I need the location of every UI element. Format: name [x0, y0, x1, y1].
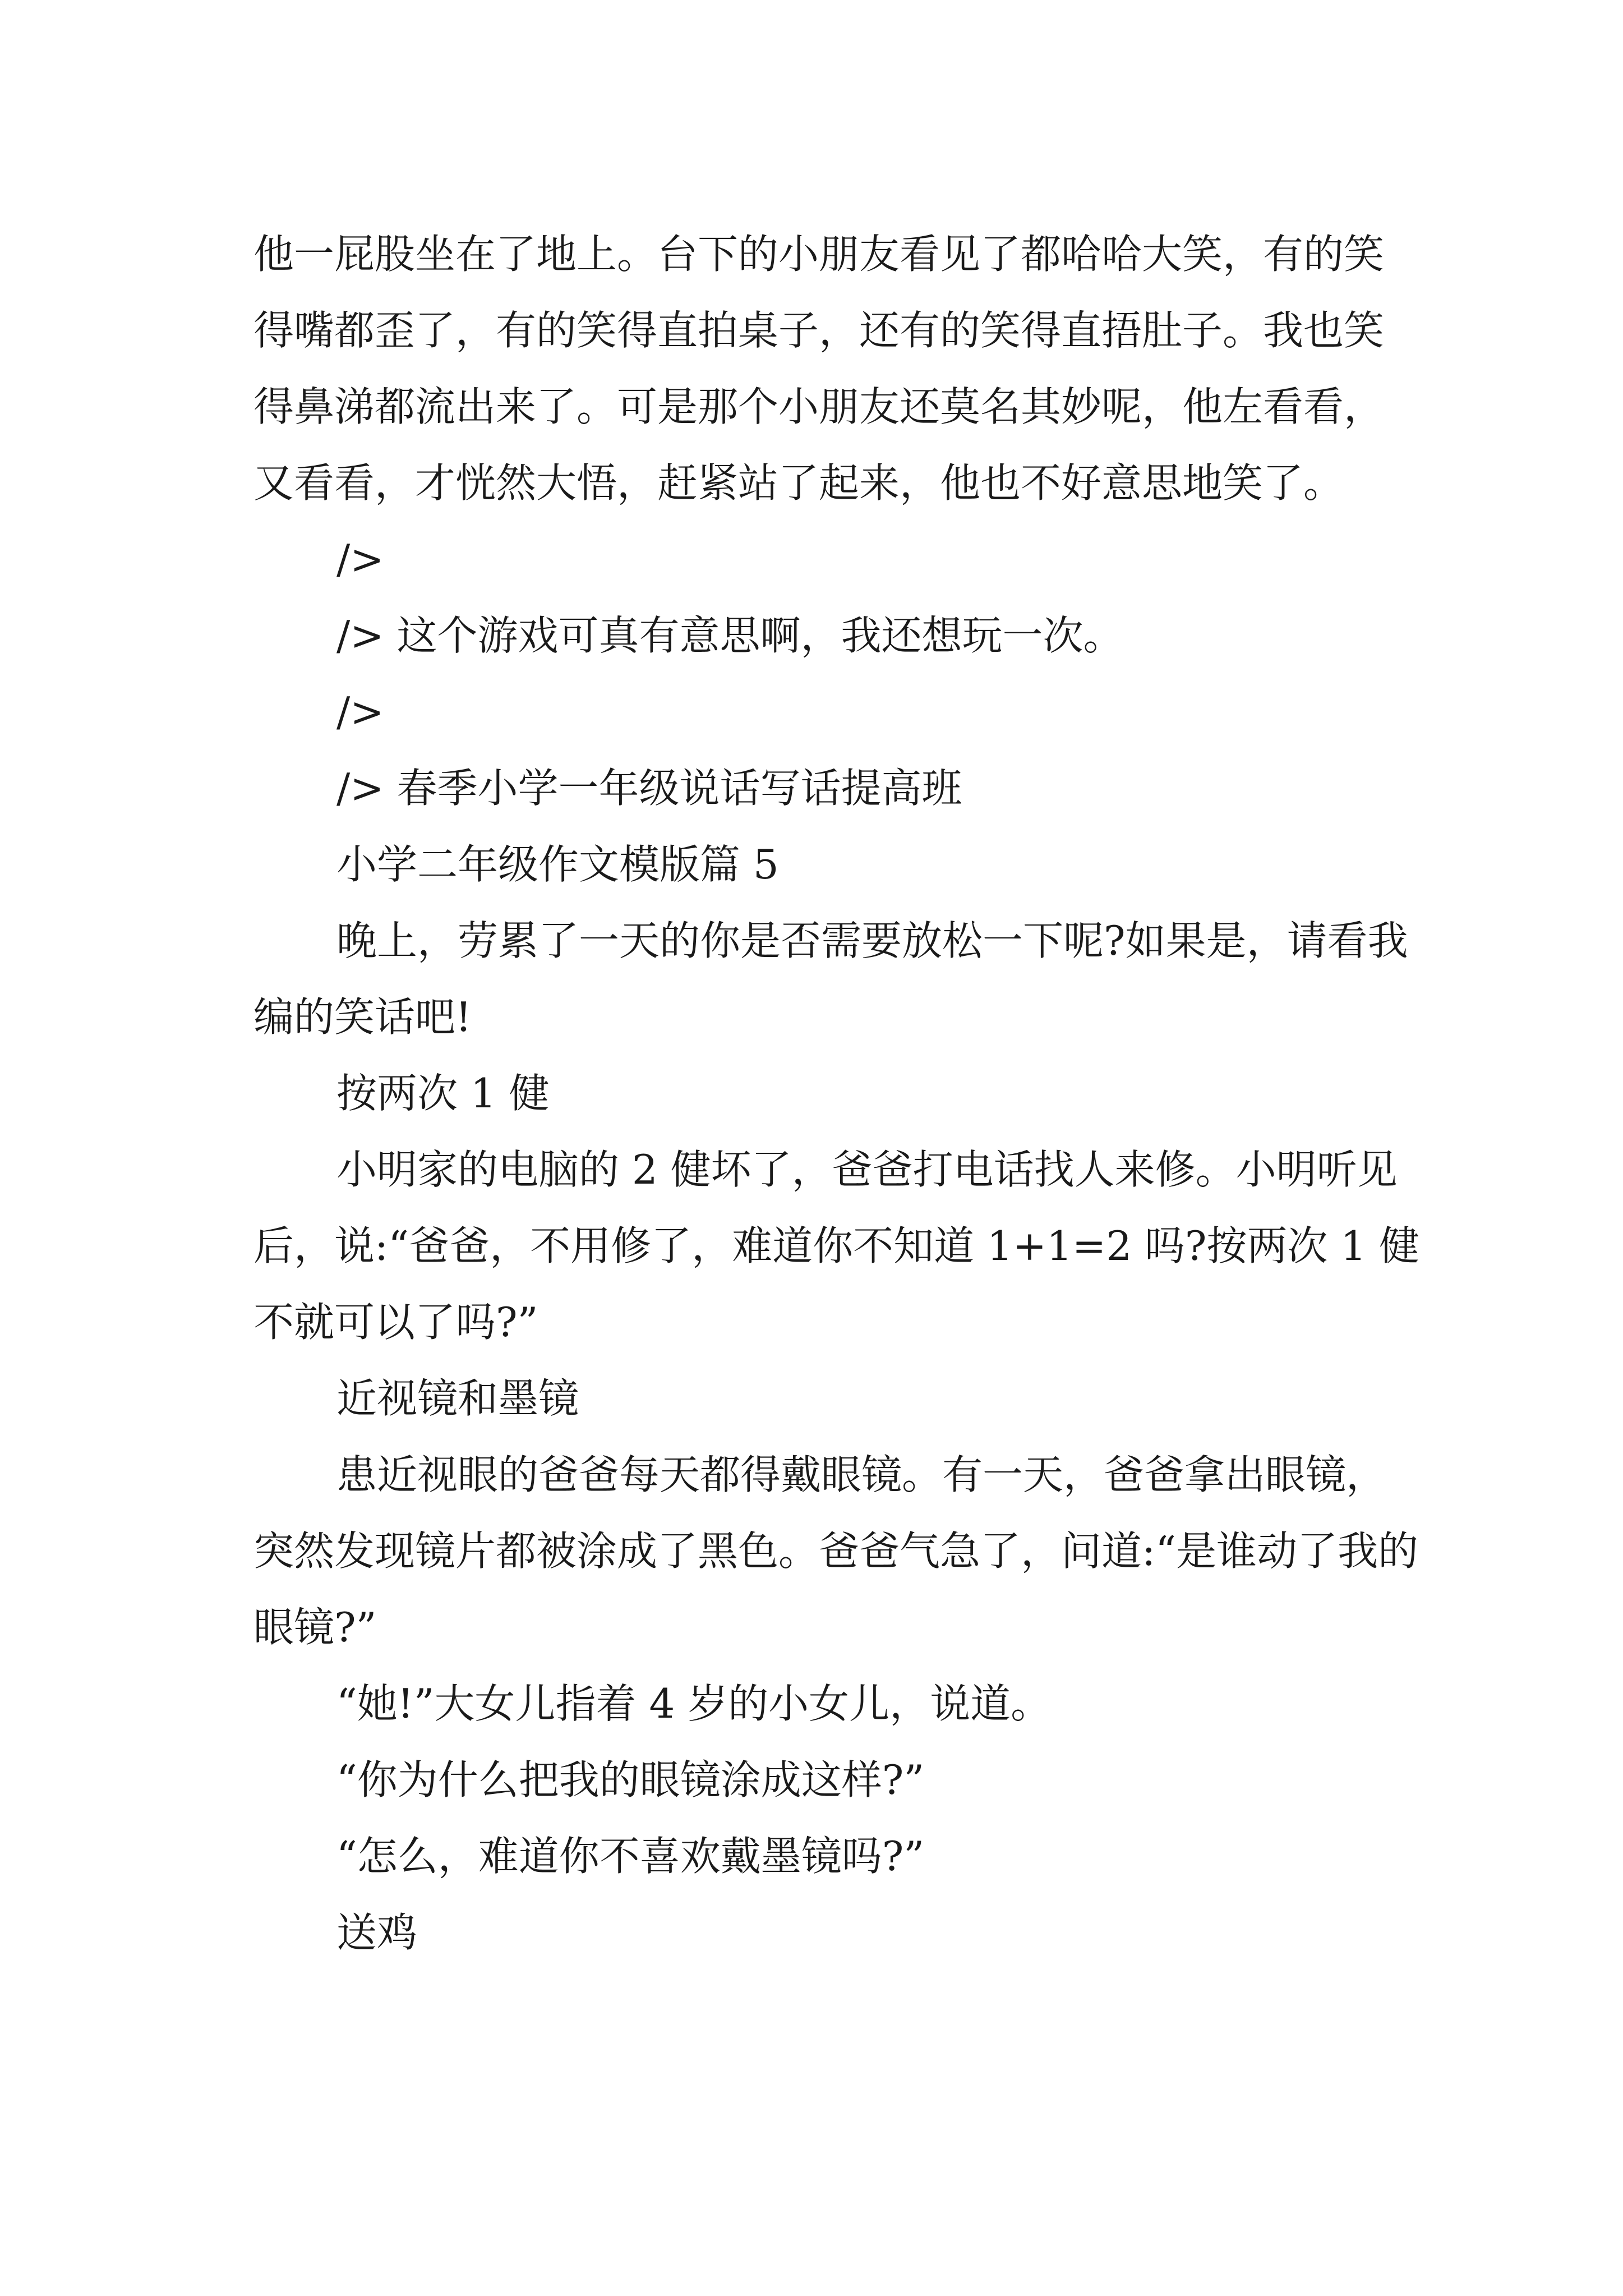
paragraph-14: “怎么，难道你不喜欢戴墨镜吗?”	[336, 1833, 925, 1880]
paragraph-4: />	[336, 688, 384, 735]
paragraph-11: 患近视眼的爸爸每天都得戴眼镜。有一天，爸爸拿出眼镜，突然发现镜片都被涂成了黑色。爸爸气急了，问道:“是谁动了我的眼镜?”	[253, 1451, 1419, 1651]
document-body	[253, 216, 1420, 1971]
paragraph-12: “她!”大女儿指着 4 岁的小女儿，说道。	[336, 1680, 1052, 1727]
paragraph-1: 他一屁股坐在了地上。台下的小朋友看见了都哈哈大笑，有的笑得嘴都歪了，有的笑得直拍桌子，还有的笑得直捂肚子。我也笑得鼻涕都流出来了。可是那个小朋友还莫名其妙呢，他左看看，又看看，才恍然大悟，赶紧站了起来，他也不好意思地笑了。	[253, 231, 1385, 507]
paragraph-5: /> 春季小学一年级说话写话提高班	[336, 765, 962, 812]
joke-title-1: 按两次 1 健	[336, 1070, 550, 1117]
paragraph-2: />	[336, 536, 384, 583]
paragraph-9: 小明家的电脑的 2 健坏了，爸爸打电话找人来修。小明听见后，说:“爸爸，不用修了，难道你不知道 1+1=2 吗?按两次 1 健不就可以了吗?”	[253, 1146, 1420, 1346]
section-title: 小学二年级作文模版篇 5	[336, 841, 779, 888]
paragraph-7: 晚上，劳累了一天的你是否需要放松一下呢?如果是，请看我编的笑话吧!	[253, 917, 1408, 1041]
joke-title-2: 近视镜和墨镜	[336, 1375, 579, 1422]
joke-title-3: 送鸡	[336, 1909, 418, 1956]
paragraph-13: “你为什么把我的眼镜涂成这样?”	[336, 1756, 925, 1803]
paragraph-3: /> 这个游戏可真有意思啊，我还想玩一次。	[336, 612, 1124, 659]
